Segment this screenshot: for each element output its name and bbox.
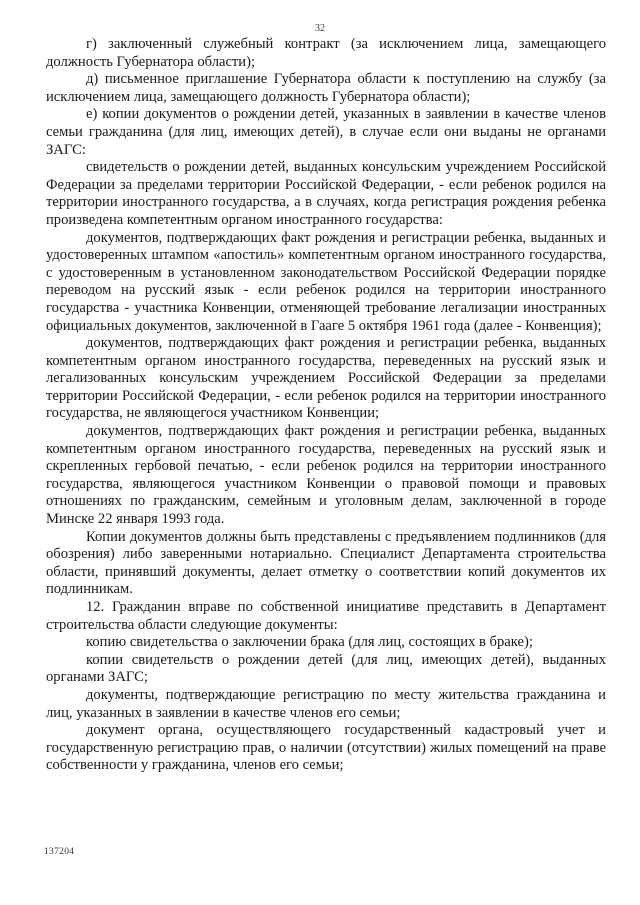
- paragraph-residence-registration: документы, подтверждающие регистрацию по месту жительства гражданина и лиц, указанных в заявлении в качестве членов его семьи;: [46, 686, 606, 721]
- paragraph-property-document: документ органа, осуществляющего государственный кадастровый учет и государственную регистрацию прав, о наличии (отсутствии) жилых помещений на праве собственности у гражданина, членов его семьи;: [46, 722, 606, 774]
- paragraph-consular-certificates: свидетельств о рождении детей, выданных консульским учреждением Российской Федерации за пределами территории Российской Федерации, - если ребенок родился на территории иностранного государства, а в случаях, когда регистрация рождения ребенка произведена компетентным органом иностранного государства:: [46, 159, 606, 228]
- paragraph-legalized-documents: документов, подтверждающих факт рождения и регистрации ребенка, выданных компетентным органом иностранного государства, переведенных на русский язык и легализованных консульским учреждением Российской Федерации за пределами территории Российской Федерации, - если ребенок родился на территории иностранного государства, не являющегося участником Конвенции;: [46, 335, 606, 422]
- paragraph-copies-certification: Копии документов должны быть представлены с предъявлением подлинников (для обозрения) либо заверенными нотариально. Специалист Департамента строительства области, принявший документы, делает отметку о соответствии копий документов их подлинникам.: [46, 528, 606, 598]
- paragraph-contract: г) заключенный служебный контракт (за исключением лица, замещающего должность Губернатора области);: [46, 36, 606, 70]
- paragraph-apostille-documents: документов, подтверждающих факт рождения и регистрации ребенка, выданных и удостоверенных штампом «апостиль» компетентным органом иностранного государства, с удостоверенным в установленном законодательством Российской Федерации порядке переводом на русский язык - если ребенок родился на территории иностранного государства - участника Конвенции, отменяющей требование легализации иностранных официальных документов, заключенной в Гааге 5 октября 1961 года (далее - Конвенция);: [46, 229, 606, 334]
- paragraph-marriage-certificate: копию свидетельства о заключении брака (для лиц, состоящих в браке);: [86, 634, 533, 651]
- footer-document-code: 137204: [44, 847, 75, 857]
- paragraph-invitation: д) письменное приглашение Губернатора области к поступлению на службу (за исключением лица, замещающего должность Губернатора области);: [46, 71, 606, 105]
- paragraph-sealed-documents: документов, подтверждающих факт рождения и регистрации ребенка, выданных компетентным органом иностранного государства, переведенных на русский язык и скрепленных гербовой печатью, - если ребенок родился на территории иностранного государства, являющегося участником Конвенции о правовой помощи и правовых отношениях по гражданским, семейным и уголовным делам, заключенной в городе Минске 22 января 1993 года.: [46, 423, 606, 528]
- paragraph-birth-documents: е) копии документов о рождении детей, указанных в заявлении в качестве членов семьи гражданина (для лиц, имеющих детей), в случае если они выданы не органами ЗАГС:: [46, 106, 606, 158]
- page-number: 32: [315, 23, 325, 34]
- paragraph-children-certificates: копии свидетельств о рождении детей (для лиц, имеющих детей), выданных органами ЗАГС;: [46, 651, 606, 686]
- document-body: [46, 36, 606, 775]
- paragraph-section-12: 12. Гражданин вправе по собственной инициативе представить в Департамент строительства области следующие документы:: [46, 599, 606, 633]
